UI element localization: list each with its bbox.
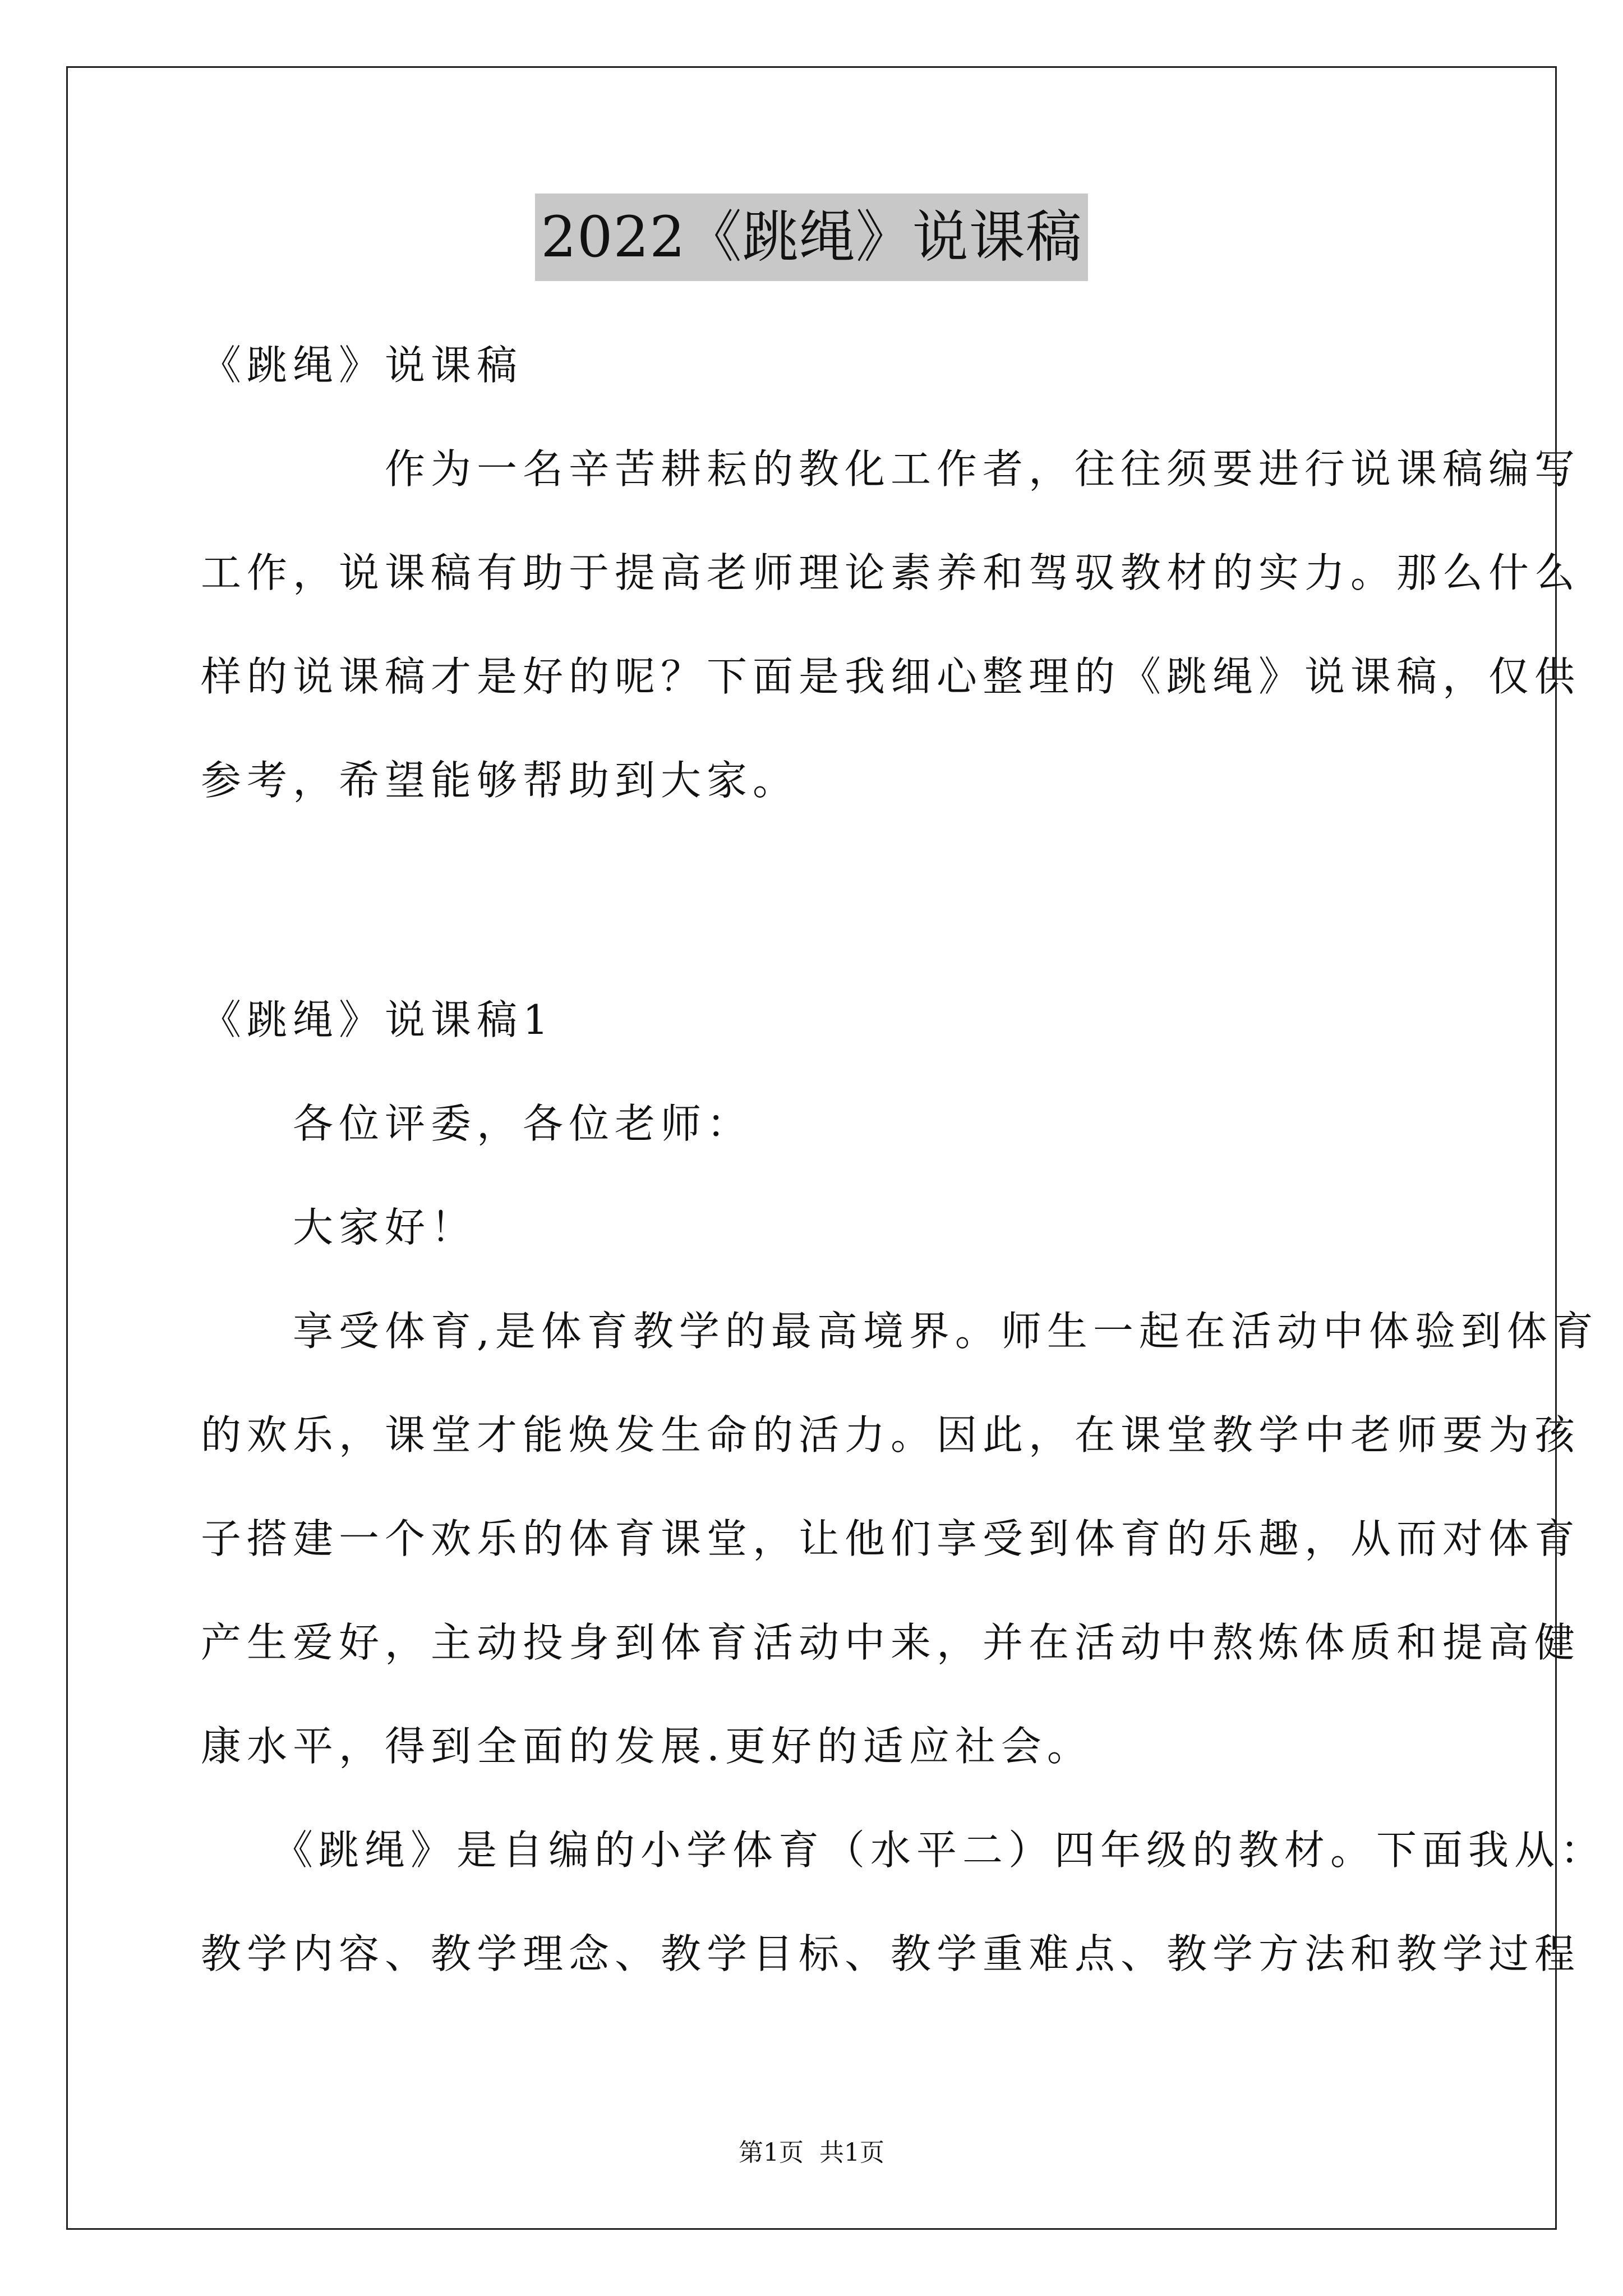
body-line: 样的说课稿才是好的呢？下面是我细心整理的《跳绳》说课稿，仅供 [201,653,1581,700]
body-line: 产生爱好，主动投身到体育活动中来，并在活动中熬炼体质和提高健 [201,1619,1581,1666]
body-line: 的欢乐，课堂才能焕发生命的活力。因此，在课堂教学中老师要为孩 [201,1411,1581,1458]
body-line: 教学内容、教学理念、教学目标、教学重难点、教学方法和教学过程 [201,1930,1581,1977]
section-heading: 《跳绳》说课稿1 [201,996,554,1043]
subtitle-line: 《跳绳》说课稿 [201,342,523,389]
document-title: 2022《跳绳》说课稿 [535,194,1088,281]
page-total: 共1页 [819,2138,884,2167]
body-line: 参考，希望能够帮助到大家。 [201,757,799,804]
page-footer [0,2136,1623,2170]
body-line: 作为一名辛苦耕耘的教化工作者，往往须要进行说课稿编写 [201,445,1581,493]
title-block [0,194,1623,281]
body-line: 工作，说课稿有助于提高老师理论素养和驾驭教材的实力。那么什么 [201,549,1581,596]
body-line: 子搭建一个欢乐的体育课堂，让他们享受到体育的乐趣，从而对体育 [201,1515,1581,1562]
body-line: 康水平，得到全面的发展.更好的适应社会。 [201,1723,1093,1770]
greeting-line: 大家好！ [201,1204,477,1251]
greeting-line: 各位评委，各位老师： [201,1100,753,1147]
body-line: 享受体育,是体育教学的最高境界。师生一起在活动中体验到体育 [201,1308,1599,1355]
body-line: 《跳绳》是自编的小学体育（水平二）四年级的教材。下面我从： [201,1826,1607,1874]
page-number: 第1页 [739,2138,804,2167]
